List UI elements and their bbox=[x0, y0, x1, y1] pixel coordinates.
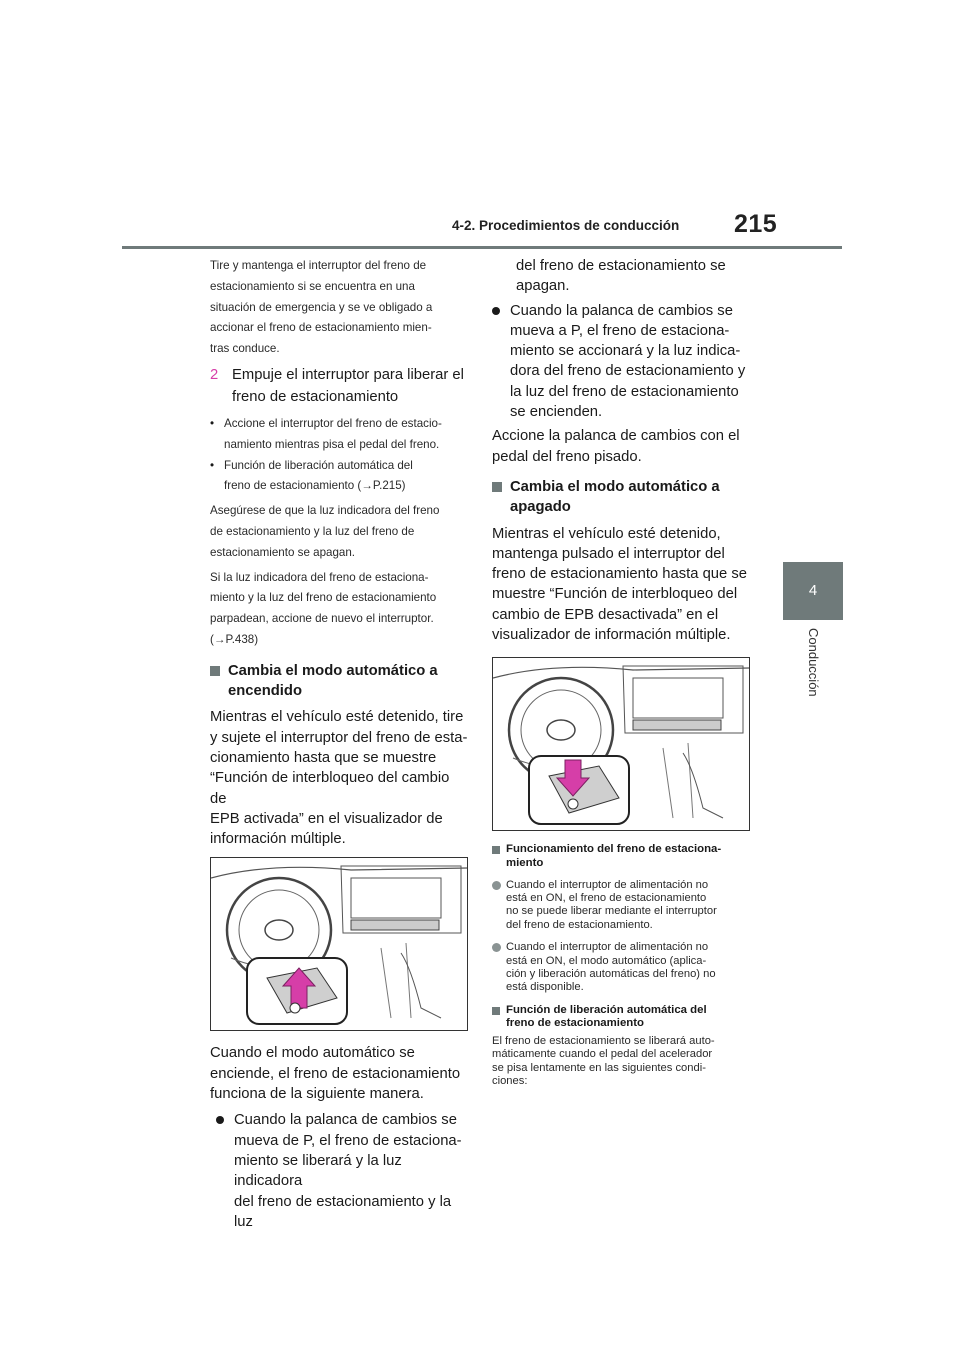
intro-paragraph: Tire y mantenga el interruptor del freno de estacionamiento si se encuentra en una situación de emergencia y se ve obligado a accionar el freno de estacionamiento mien- tras conduce. bbox=[210, 259, 433, 356]
page-number: 215 bbox=[734, 210, 778, 238]
illustration-pull-switch bbox=[210, 857, 468, 1031]
step-text: Empuje el interruptor para liberar el freno de estacionamiento bbox=[232, 366, 464, 405]
chapter-label bbox=[783, 628, 843, 748]
step-2 bbox=[210, 364, 468, 408]
right-column bbox=[492, 256, 750, 1089]
chapter-label-text: Conducción bbox=[806, 628, 821, 697]
header-divider bbox=[122, 246, 842, 249]
bullet-icon: • bbox=[210, 458, 215, 472]
sub-heading: Función de liberación automática del freno de estacionamiento bbox=[492, 1004, 750, 1031]
dashboard-illustration bbox=[211, 858, 467, 1030]
heading-square-icon bbox=[492, 482, 502, 492]
left-column bbox=[210, 256, 468, 1236]
body-paragraph: Mientras el vehículo esté detenido, tire y sujete el interruptor del freno de esta- cionamiento hasta que se muestre “Función de interbloqueo del cambio de EPB activada” en el visualizador de información múltiple. bbox=[210, 709, 468, 848]
section-heading: Cambia el modo automático a apagado bbox=[492, 477, 750, 518]
list-item: • Accione el interruptor del freno de estacio- namiento mientras pisa el pedal del freno. bbox=[210, 414, 468, 456]
bullet-icon bbox=[216, 1116, 224, 1124]
dashboard-illustration bbox=[493, 658, 749, 830]
list-item: • Función de liberación automática del freno de estacionamiento (→P.215) bbox=[210, 456, 468, 498]
continuation-text: del freno de estacionamiento se apagan. bbox=[516, 258, 726, 295]
chapter-tab[interactable]: 4 bbox=[783, 562, 843, 620]
list-item: Cuando la palanca de cambios se mueva a P, el freno de estaciona- miento se accionará y la luz indica- dora del freno de estacionamiento y la luz del freno de estacionamiento se encienden. bbox=[486, 301, 750, 423]
bullet-icon bbox=[492, 943, 501, 952]
heading-square-icon bbox=[210, 666, 220, 676]
step-number: 2 bbox=[210, 366, 219, 383]
list-item: Cuando la palanca de cambios se mueva de P, el freno de estaciona- miento se liberará y la luz indicadora del freno de estacionamiento y la luz bbox=[210, 1110, 468, 1232]
heading-square-icon bbox=[492, 846, 500, 854]
bullet-icon bbox=[492, 881, 501, 890]
page-reference-link[interactable]: freno de estacionamiento (→P.215) bbox=[224, 479, 406, 493]
body-paragraph: Cuando el modo automático se enciende, el freno de estacionamiento funciona de la siguiente manera. bbox=[210, 1045, 461, 1103]
note-paragraph: Asegúrese de que la luz indicadora del freno de estacionamiento y la luz del freno de estacionamiento se apagan. bbox=[210, 504, 440, 559]
section-heading: Cambia el modo automático a encendido bbox=[210, 661, 468, 702]
body-paragraph: Accione la palanca de cambios con el pedal del freno pisado. bbox=[492, 428, 740, 465]
list-item: Cuando el interruptor de alimentación no está en ON, el freno de estacionamiento no se puede liberar mediante el interruptor del freno de estacionamiento. bbox=[492, 879, 750, 933]
body-paragraph: El freno de estacionamiento se liberará auto- máticamente cuando el pedal del acelerador se pisa lentamente en las siguientes condi- ciones: bbox=[492, 1034, 715, 1088]
bullet-icon: • bbox=[210, 416, 215, 430]
heading-square-icon bbox=[492, 1007, 500, 1015]
illustration-push-switch bbox=[492, 657, 750, 831]
list-item: Cuando el interruptor de alimentación no está en ON, el modo automático (aplica- ción y liberación automáticas del freno) no está disponible. bbox=[492, 941, 750, 995]
page-reference-link[interactable]: (→P.438) bbox=[210, 632, 259, 646]
section-title: 4-2. Procedimientos de conducción bbox=[452, 218, 680, 233]
bullet-icon bbox=[492, 307, 500, 315]
sub-heading: Funcionamiento del freno de estaciona- miento bbox=[492, 843, 750, 870]
note-paragraph: Si la luz indicadora del freno de estaciona- miento y la luz del freno de estacionamiento parpadean, accione de nuevo el interruptor. (→P.438) bbox=[210, 568, 468, 651]
body-paragraph: Mientras el vehículo esté detenido, mantenga pulsado el interruptor del freno de estacionamiento hasta que se muestre “Función de interbloqueo del cambio de EPB desactivada” en el visualizador de información múltiple. bbox=[492, 525, 748, 644]
